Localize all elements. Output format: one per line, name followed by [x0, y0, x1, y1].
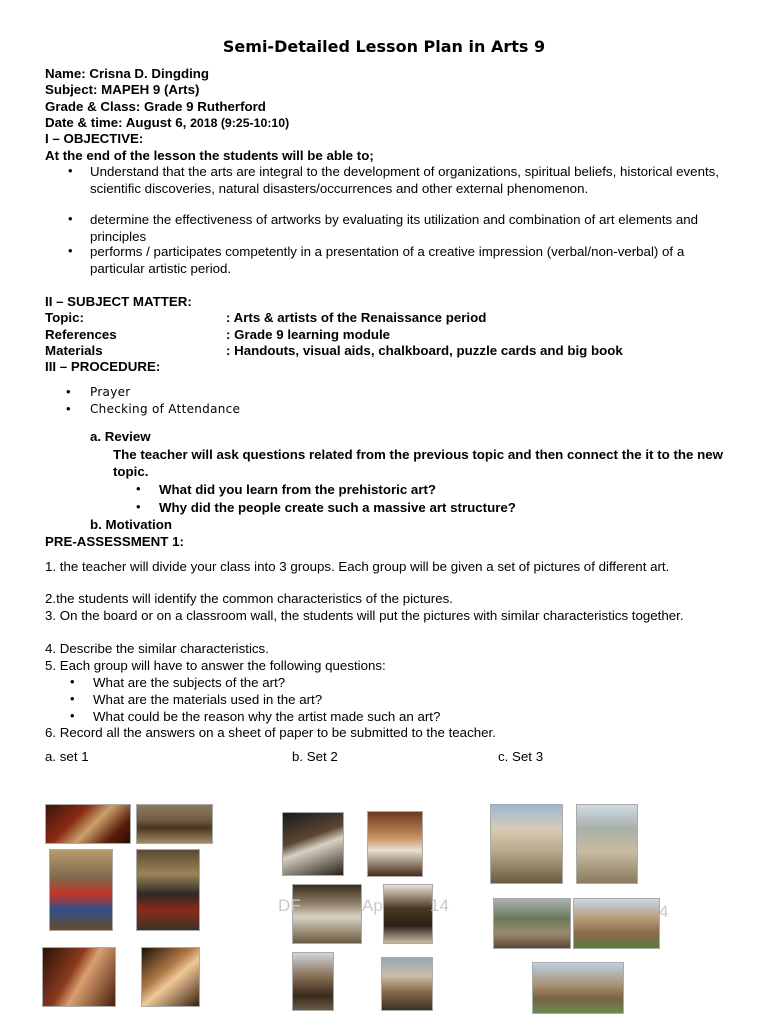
church-facade-image: [490, 804, 563, 884]
watermark-text: 4: [659, 902, 669, 921]
topic-value: : Arts & artists of the Renaissance period: [226, 310, 487, 325]
set2-bronze-image: [383, 884, 433, 944]
name-line: Name: Crisna D. Dingding: [45, 66, 210, 81]
bullet-icon: •: [68, 243, 73, 258]
review-question: What did you learn from the prehistoric art?: [159, 482, 437, 497]
topic-label: Topic:: [45, 310, 84, 325]
subject-line: Subject: MAPEH 9 (Arts): [45, 82, 200, 97]
stone-church-image: [573, 898, 660, 949]
set2-altar-image: [367, 811, 423, 877]
prayer-item: Prayer: [90, 385, 131, 399]
bullet-icon: •: [68, 211, 73, 226]
last-supper-image: [136, 804, 213, 844]
bullet-icon: •: [136, 481, 141, 496]
set2-statue-image: [292, 952, 334, 1011]
step-5: 5. Each group will have to answer the following questions:: [45, 658, 386, 673]
review-question: Why did the people create such a massive art structure?: [159, 500, 516, 515]
pre-assessment-heading: PRE-ASSESSMENT 1:: [45, 534, 184, 549]
watermark-text: 14: [430, 896, 449, 915]
references-value: : Grade 9 learning module: [226, 327, 391, 342]
attendance-item: Checking of Attendance: [90, 402, 241, 416]
set2-facade-image: [381, 957, 433, 1011]
step-2: 2.the students will identify the common characteristics of the pictures.: [45, 591, 453, 606]
date-line: [45, 115, 289, 130]
bullet-icon: •: [66, 384, 71, 399]
objective-intro: At the end of the lesson the students will be able to;: [45, 148, 374, 163]
step-6: 6. Record all the answers on a sheet of paper to be submitted to the teacher.: [45, 725, 496, 740]
set1-baroque-image: [42, 947, 116, 1007]
set-3-label: c. Set 3: [498, 749, 544, 764]
watermark-text: Ap: [362, 896, 383, 915]
set1-altarpiece-image: [136, 849, 200, 931]
watermark-text: DF: [278, 896, 301, 915]
bullet-icon: •: [70, 708, 75, 723]
materials-label: Materials: [45, 343, 103, 358]
procedure-heading: III – PROCEDURE:: [45, 359, 161, 374]
motivation-heading: b. Motivation: [90, 517, 172, 532]
set-1-label: a. set 1: [45, 749, 89, 764]
dome-cathedral-image: [576, 804, 638, 884]
step-1: 1. the teacher will divide your class into 3 groups. Each group will be given a set of pictures of different art.: [45, 559, 670, 574]
pieta-image: [292, 884, 362, 944]
question-item: What are the subjects of the art?: [93, 675, 286, 690]
bullet-icon: •: [70, 674, 75, 689]
review-text: The teacher will ask questions related from the previous topic and then connect the it to the new topic.: [113, 447, 723, 479]
set1-fresco-image: [49, 849, 113, 931]
references-label: References: [45, 327, 117, 342]
bell-tower-church-image: [532, 962, 624, 1014]
subject-matter-heading: II – SUBJECT MATTER:: [45, 294, 192, 309]
date-label: Date & time: August 6,: [45, 115, 187, 130]
review-heading: a. Review: [90, 429, 151, 444]
date-value: 2018 (9:25-10:10): [190, 116, 290, 130]
bullet-icon: •: [136, 499, 141, 514]
objective-item: performs / participates competently in a presentation of a creative impression (verbal/non-verbal) of a particular artistic period.: [90, 244, 685, 276]
question-item: What could be the reason why the artist made such an art?: [93, 709, 441, 724]
set-2-label: b. Set 2: [292, 749, 338, 764]
objective-heading: I – OBJECTIVE:: [45, 131, 144, 146]
objective-item: Understand that the arts are integral to the development of organizations, spiritual beliefs, historical events, scientific discoveries, natural disasters/occurrences and other external phenomenon.: [90, 164, 719, 196]
step-3: 3. On the board or on a classroom wall, the students will put the pictures with similar characteristics together.: [45, 608, 684, 623]
grade-line: Grade & Class: Grade 9 Rutherford: [45, 99, 266, 114]
step-4: 4. Describe the similar characteristics.: [45, 641, 269, 656]
objective-item: determine the effectiveness of artworks by evaluating its utilization and combination of art elements and principles: [90, 212, 699, 244]
bullet-icon: •: [70, 691, 75, 706]
document-title: Semi-Detailed Lesson Plan in Arts 9: [222, 37, 546, 56]
materials-value: : Handouts, visual aids, chalkboard, puzzle cards and big book: [226, 343, 623, 358]
question-item: What are the materials used in the art?: [93, 692, 323, 707]
set1-portrait-image: [141, 947, 200, 1007]
set2-sculpture-image: [282, 812, 344, 876]
bullet-icon: •: [66, 401, 71, 416]
set1-painting-image: [45, 804, 131, 844]
aerial-church-image: [493, 898, 571, 949]
bullet-icon: •: [68, 163, 73, 178]
